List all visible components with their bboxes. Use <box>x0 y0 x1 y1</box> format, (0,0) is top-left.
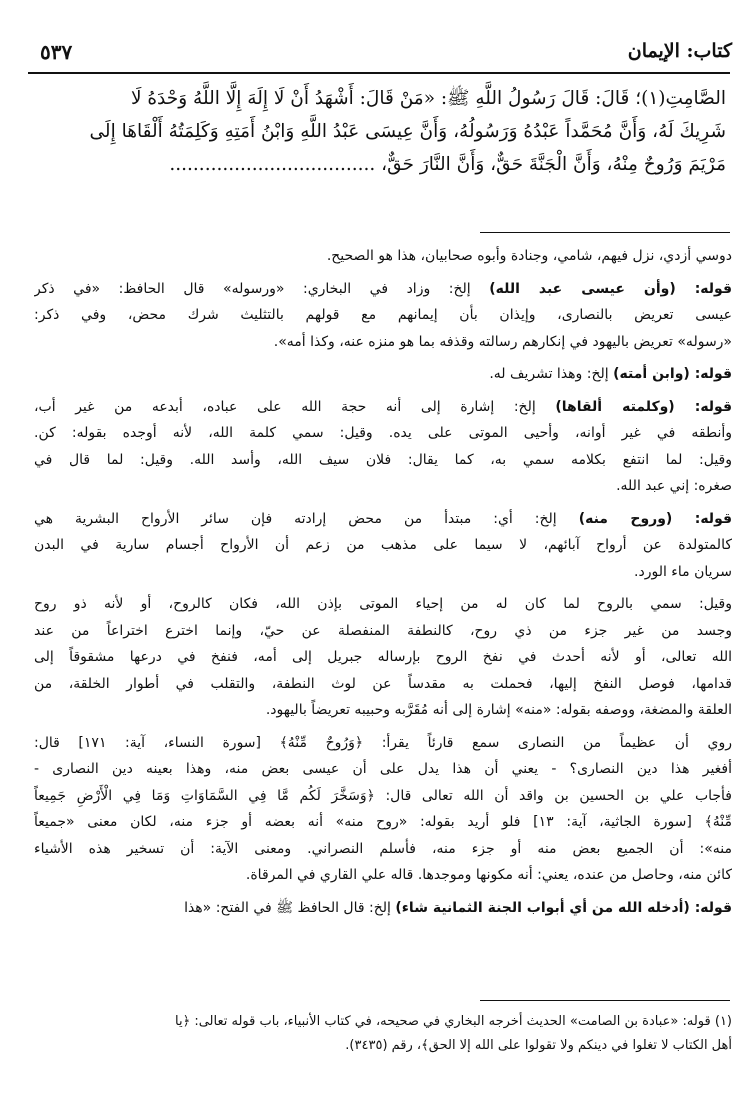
commentary-line: وجسد من غير جزء من ذي روح، كالنطفة المنفصلة عن حيّ، وإنما اخترع اختراعاً من عند <box>34 622 732 639</box>
commentary-line: فأجاب علي بن الحسين بن واقد أن الله تعالى قال: ﴿وَسَخَّرَ لَكُم مَّا فِي السَّمَاوَاتِ وَمَا فِي الْأَرْضِ جَمِيعاً <box>34 787 732 804</box>
page-number: ٥٣٧ <box>40 40 73 64</box>
commentary-line: منه»: أن الجميع بعض منه أو جزء منه، فأسلم النصراني. ومعنى الآية: أن تسخير هذه الأشياء <box>34 840 732 857</box>
commentary <box>34 243 732 927</box>
commentary-line: صغره: إني عبد الله. <box>616 478 732 494</box>
hadith-line: شَرِيكَ لَهُ، وَأَنَّ مُحَمَّداً عَبْدُهُ وَرَسُولُهُ، وَأَنَّ عِيسَى عَبْدُ اللَّهِ وَابْنُ أَمَتِهِ وَكَلِمَتُهُ أَلْقَاهَا إِلَى <box>89 121 726 142</box>
footnote-line: (١) قوله: «عبادة بن الصامت» الحديث أخرجه البخاري في صحيحه، في كتاب الأنبياء، باب قوله تعالى: ﴿يا <box>175 1014 732 1029</box>
lemma-label: قوله: (أدخله الله من أي أبواب الجنة الثمانية شاء) <box>395 899 732 916</box>
commentary-line: قوله: (وكلمته ألقاها) إلخ: إشارة إلى أنه حجة الله على عباده، أبدعه من غير أب، <box>34 398 732 415</box>
commentary-line: قوله: (وروح منه) إلخ: أي: مبتدأ من محض إرادته فإن سائر الأرواح البشرية هي <box>34 510 732 527</box>
commentary-line: وأنطقه في غير أوانه، وأحيى الموتى على يده. وقيل: سمي كلمة الله، لأنه أوجده بقوله: كن. <box>34 425 732 441</box>
commentary-line: قوله: (وأن عيسى عبد الله) إلخ: وزاد في البخاري: «ورسوله» قال الحافظ: «في ذكر <box>34 280 732 297</box>
commentary-line: سريان ماء الورد. <box>634 563 732 580</box>
commentary-line: كائن منه، وحاصل من عنده، يعني: أنه مكونها وموجدها. قاله علي القاري في المرقاة. <box>245 867 732 883</box>
commentary-paragraph <box>34 394 732 500</box>
commentary-line: العلقة والمضغة، ووصفه بقوله: «منه» إشارة إلى أنه مُقَرَّبه وحبيبه تعريضاً باليهود. <box>265 702 732 718</box>
hadith-text <box>42 82 726 181</box>
commentary-paragraph <box>34 591 732 724</box>
commentary-line: مِّنْهُ﴾ [سورة الجاثية، آية: ١٣] فلو أريد بقوله: «روح منه» أنه بعضه أو جزء منه، لكان معنى «جميعاً <box>34 814 732 830</box>
lemma-label: قوله: (وكلمته ألقاها) <box>555 398 732 415</box>
commentary-line: قوله: (أدخله الله من أي أبواب الجنة الثمانية شاء) إلخ: قال الحافظ ﷺ في الفتح: «هذا <box>184 899 732 916</box>
commentary-paragraph <box>34 276 732 356</box>
commentary-line: أفغير هذا دين النصارى؟ - يعني أن هذا يدل على أن عيسى بعض منه، وهذا بعينه دين النصارى - <box>34 761 732 777</box>
lemma-label: قوله: (وأن عيسى عبد الله) <box>489 280 732 297</box>
commentary-line: قدامها، فوصل النفخ إليها، فحملت به مقدساً عن لوث النطفة، والتقلب في أطوار الخلقة، من <box>34 675 732 692</box>
commentary-line: وقيل: سمي بالروح لما كان له من إحياء الموتى بإذن الله، فكان كالروح، أو لأنه ذو روح <box>34 596 732 612</box>
footnote-line: أهل الكتاب لا تغلوا في دينكم ولا تقولوا على الله إلا الحق﴾، رقم (٣٤٣٥). <box>345 1038 732 1053</box>
hadith-line: الصَّامِتِ(١)؛ قَالَ: قَالَ رَسُولُ اللَّهِ ﷺ: «مَنْ قَالَ: أَشْهَدُ أَنْ لَا إِلَهَ إِلَّا اللَّهُ وَحْدَهُ لَا <box>130 88 726 109</box>
commentary-paragraph <box>34 243 732 270</box>
commentary-line: وقيل: لما انتفع بكلامه سمي به، كما يقال: فلان سيف الله، وأسد الله. وقيل: لما قال في <box>34 451 732 468</box>
commentary-line: عيسى تعريض بالنصارى، وإيذان بأن إيمانهم مع قولهم بالتثليث شرك محض، وفي ذكر: <box>34 307 732 323</box>
page-header <box>30 34 732 68</box>
commentary-line: كالمتولدة عن أرواح آبائهم، لا سيما على مذهب من زعم أن الأرواح أجسام سارية في البدن <box>34 537 732 553</box>
commentary-paragraph <box>34 361 732 388</box>
commentary-line: الله تعالى، أو لأنه أحدث في نفخ الروح بإرساله جبريل إلى أمه، فنفخ في درعها مشقوقاً إلى <box>34 649 732 665</box>
commentary-paragraph <box>34 730 732 889</box>
lemma-label: قوله: (وابن أمته) <box>613 366 732 382</box>
footnote <box>30 1010 732 1058</box>
header-rule <box>28 72 730 74</box>
commentary-line: قوله: (وابن أمته) إلخ: وهذا تشريف له. <box>489 366 732 382</box>
commentary-paragraph <box>34 506 732 586</box>
chapter-title: كتاب: الإيمان <box>627 40 732 62</box>
hadith-line: مَرْيَمَ وَرُوحٌ مِنْهُ، وَأَنَّ الْجَنَّةَ حَقٌّ، وَأَنَّ النَّارَ حَقٌّ، ................................... <box>169 154 726 175</box>
commentary-line: «رسوله» تعريض باليهود في إنكارهم رسالته وقذفه بما هو منزه عنه، وكذا أمه». <box>273 333 732 350</box>
commentary-divider <box>480 232 730 233</box>
commentary-paragraph <box>34 895 732 922</box>
commentary-line: دوسي أزدي، نزل فيهم، شامي، وجنادة وأبوه صحابيان، هذا هو الصحيح. <box>326 248 732 264</box>
commentary-line: روي أن عظيماً من النصارى سمع قارئاً يقرأ: ﴿وَرُوحٌ مِّنْهُ﴾ [سورة النساء، آية: ١٧١] قال: <box>34 734 732 751</box>
footnote-divider <box>480 1000 730 1001</box>
lemma-label: قوله: (وروح منه) <box>578 510 732 527</box>
